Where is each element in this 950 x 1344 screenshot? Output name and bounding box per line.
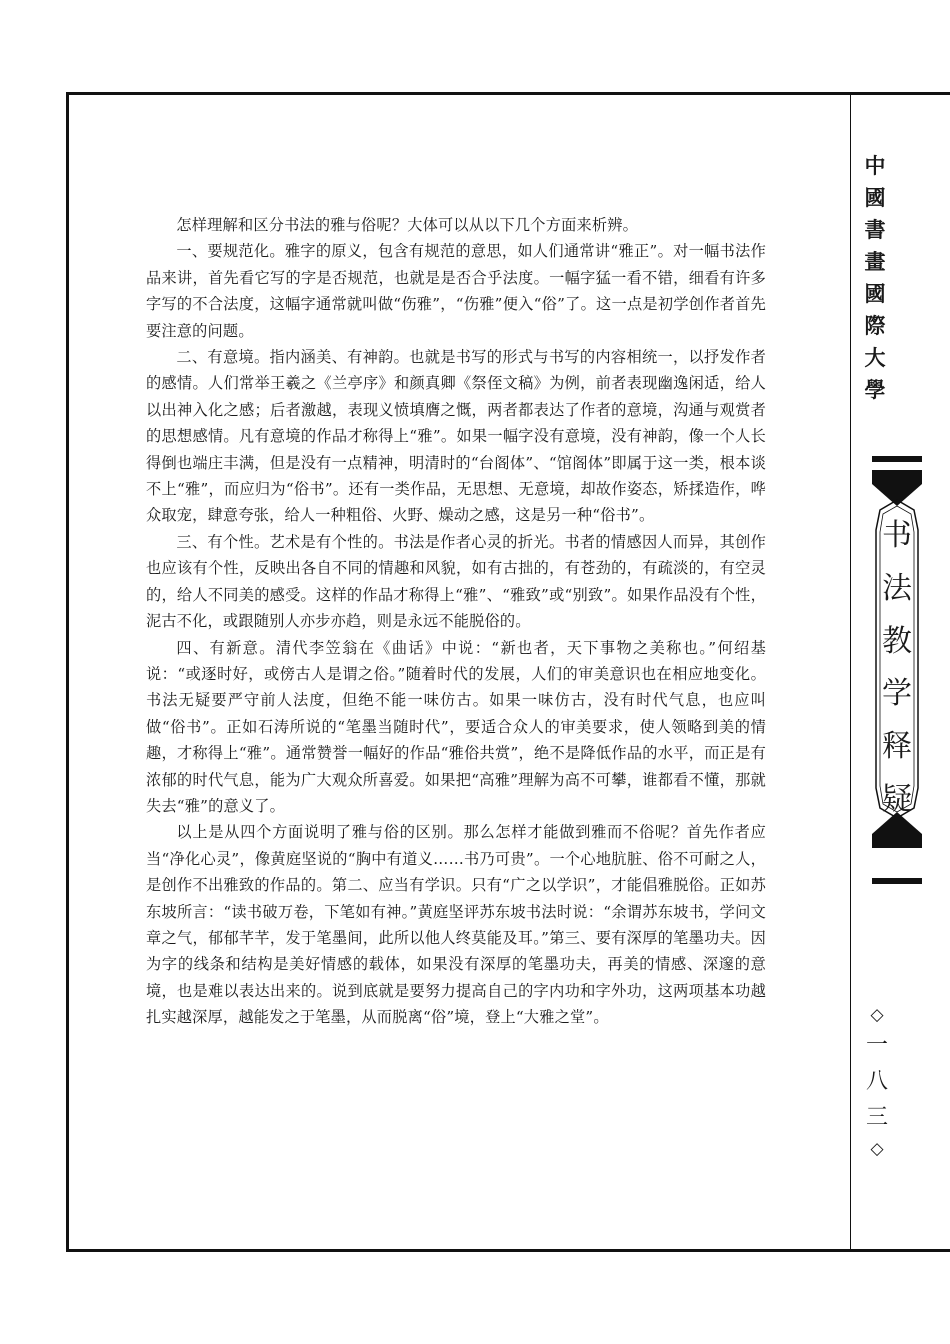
institution-char: 書 — [864, 218, 886, 242]
intro-paragraph: 怎样理解和区分书法的雅与俗呢？大体可以从以下几个方面来析辨。 — [176, 216, 639, 234]
institution-char: 學 — [864, 378, 886, 402]
institution-char: 畫 — [864, 250, 886, 274]
body-text — [146, 212, 766, 1031]
margin-divider — [850, 92, 851, 1252]
institution-char: 中 — [864, 154, 886, 178]
book-title-char: 书 — [882, 518, 912, 553]
institution-title — [852, 150, 898, 406]
plaque-top-rule — [872, 456, 922, 462]
paragraph-individuality: 三、有个性。艺术是有个性的。书法是作者心灵的折光。书者的情感因人而异，其创作也应该有个性，反映出各自不同的情趣和风貌，如有古拙的，有苍劲的，有疏淡的，有空灵的，给人不同美的感受。这样的作品才称得上“雅”、“雅致”或“别致”。如果作品没有个性，泥古不化，或跟随别人亦步亦趋，则是永远不能脱俗的。 — [146, 532, 766, 631]
page-number-digit: 八 — [865, 1069, 888, 1094]
diamond-icon: ◇ — [870, 1005, 884, 1025]
book-title-char: 学 — [882, 676, 912, 712]
book-title-char: 释 — [882, 729, 912, 765]
paragraph-conclusion: 以上是从四个方面说明了雅与俗的区别。那么怎样才能做到雅而不俗呢？首先作者应当“净化心灵”，像黄庭坚说的“胸中有道义……书乃可贵”。一个心地肮脏、俗不可耐之人，是创作不出雅致的作品的。第二、应当有学识。只有“广之以学识”，才能倡雅脱俗。正如苏东坡所言：“读书破万卷，下笔如有神。”黄庭坚评苏东坡书法时说：“余谓苏东坡书，学问文章之气，郁郁芊芊，发于笔墨间，此所以他人终莫能及耳。”第三、要有深厚的笔墨功夫。因为字的线条和结构是美好情感的载体，如果没有深厚的笔墨功夫，再美的情感、深邃的意境，也是难以表达出来的。说到底就是要努力提高自己的字内功和字外功，这两项基本功越扎实越深厚，越能发之于笔墨，从而脱离“俗”境，登上“大雅之堂”。 — [146, 823, 766, 1027]
book-title — [868, 518, 926, 818]
book-title-char: 疑 — [882, 781, 912, 817]
book-title-char: 法 — [882, 570, 912, 606]
institution-char: 國 — [864, 186, 886, 210]
plaque-bottom-rule — [872, 878, 922, 884]
institution-char: 際 — [864, 314, 886, 338]
institution-char: 大 — [864, 346, 886, 370]
book-title-char: 教 — [882, 623, 912, 659]
page-number-digit: 一 — [865, 1033, 888, 1058]
page-number — [862, 1002, 892, 1162]
paragraph-novelty: 四、有新意。清代李笠翁在《曲话》中说：“新也者，天下事物之美称也。”何绍基说：“或逐时好，或傍古人是谓之俗。”随着时代的发展，人们的审美意识也在相应地变化。书法无疑要严守前人法度，但绝不能一味仿古。如果一味仿古，没有时代气息，也应叫做“俗书”。正如石涛所说的“笔墨当随时代”，要适合众人的审美要求，使人领略到美的情趣，才称得上“雅”。通常赞誉一幅好的作品“雅俗共赏”，绝不是降低作品的水平，而正是有浓郁的时代气息，能为广大观众所喜爱。如果把“高雅”理解为高不可攀，谁都看不懂，那就失去“雅”的意义了。 — [146, 638, 766, 815]
paragraph-standardization: 一、要规范化。雅字的原义，包含有规范的意思，如人们通常讲“雅正”。对一幅书法作品来讲，首先看它写的字是否规范，也就是是否合乎法度。一幅字猛一看不错，细看有许多字写的不合法度，这幅字通常就叫做“伤雅”，“伤雅”便入“俗”了。这一点是初学创作者首先要注意的问题。 — [146, 242, 766, 340]
diamond-icon: ◇ — [870, 1139, 884, 1159]
paragraph-artistic-conception: 二、有意境。指内涵美、有神韵。也就是书写的形式与书写的内容相统一，以抒发作者的感情。人们常举王羲之《兰亭序》和颜真卿《祭侄文稿》为例，前者表现幽逸闲适，给人以出神入化之感；后者激越，表现义愤填膺之慨，两者都表达了作者的意境，沟通与观赏者的思想感情。凡有意境的作品才称得上“雅”。如果一幅字没有意境，没有神韵，像一个人长得倒也端庄丰满，但是没有一点精神，明清时的“台阁体”、“馆阁体”即属于这一类，根本谈不上“雅”，而应归为“俗书”。还有一类作品，无思想、无意境，却故作姿态，矫揉造作，哗众取宠，肆意夸张，给人一种粗俗、火野、燥动之感，这是另一种“俗书”。 — [146, 348, 766, 525]
page-number-digit: 三 — [865, 1105, 888, 1130]
institution-char: 國 — [864, 282, 886, 306]
